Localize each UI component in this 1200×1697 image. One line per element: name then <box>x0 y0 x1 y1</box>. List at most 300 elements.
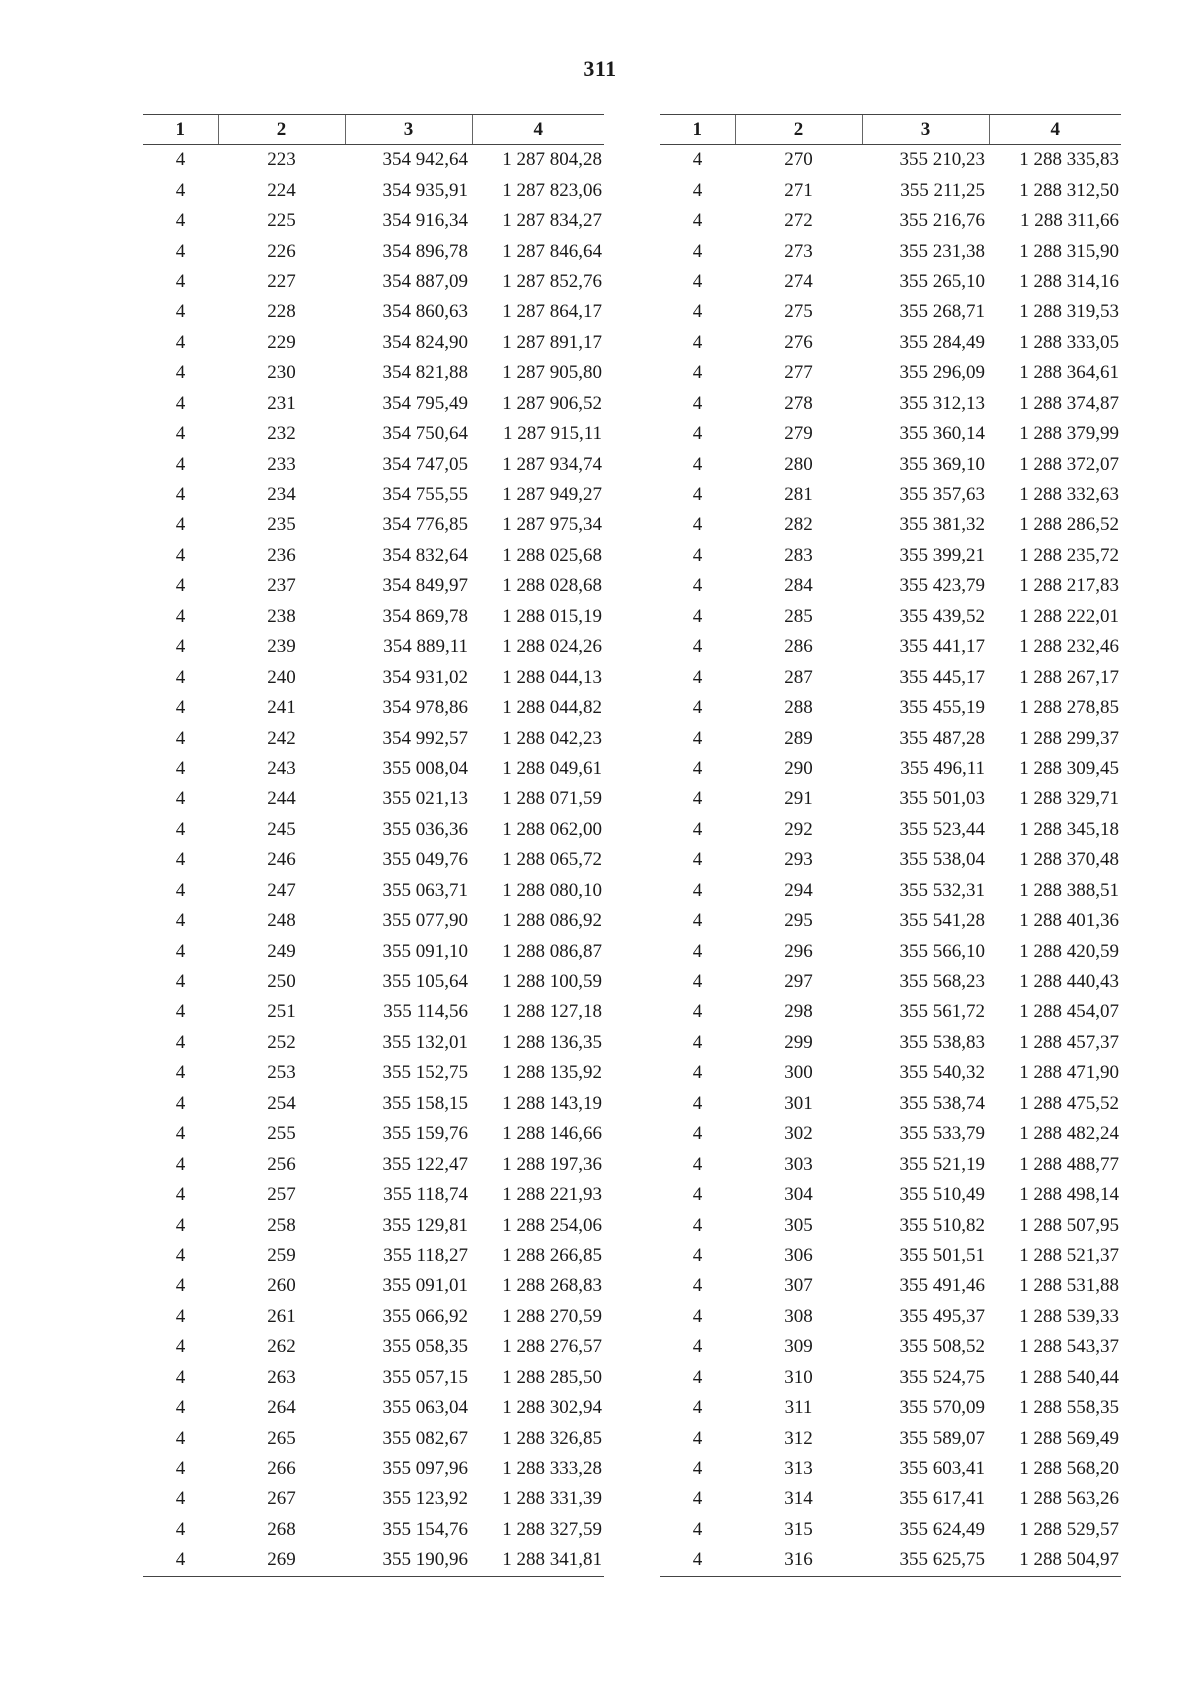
table-cell-col4: 1 288 302,94 <box>502 1397 602 1419</box>
table-cell-col3: 355 501,51 <box>899 1244 985 1266</box>
table-cell-col4: 1 288 197,36 <box>502 1153 602 1175</box>
table-cell-col3: 355 501,03 <box>899 788 985 810</box>
table-cell-col2: 268 <box>267 1518 296 1540</box>
table-cell-col4: 1 288 319,53 <box>1019 301 1119 323</box>
table-cell-col3: 354 916,34 <box>382 210 468 232</box>
table-cell-col1: 4 <box>175 940 186 962</box>
table-row <box>143 754 604 784</box>
table-cell-col1: 4 <box>175 849 186 871</box>
table-cell-col4: 1 288 372,07 <box>1019 453 1119 475</box>
table-cell-col3: 355 496,11 <box>900 757 985 779</box>
table-cell-col2: 254 <box>267 1092 296 1114</box>
table-cell-col2: 256 <box>267 1153 296 1175</box>
table-row <box>660 1028 1121 1058</box>
table-cell-col1: 4 <box>692 849 703 871</box>
table-row <box>660 876 1121 906</box>
table-cell-col4: 1 288 568,20 <box>1019 1458 1119 1480</box>
table-cell-col4: 1 288 100,59 <box>502 971 602 993</box>
table-cell-col3: 354 795,49 <box>382 392 468 414</box>
table-row <box>143 480 604 510</box>
table-cell-col2: 299 <box>784 1031 813 1053</box>
table-cell-col2: 230 <box>267 362 296 384</box>
table-cell-col2: 253 <box>267 1062 296 1084</box>
table-cell-col4: 1 288 345,18 <box>1019 818 1119 840</box>
table-cell-col4: 1 287 949,27 <box>502 484 602 506</box>
table-row <box>143 1454 604 1484</box>
table-cell-col4: 1 287 834,27 <box>502 210 602 232</box>
table-row <box>660 997 1121 1027</box>
table-cell-col4: 1 287 846,64 <box>502 240 602 262</box>
table-cell-col4: 1 287 905,80 <box>502 362 602 384</box>
table-cell-col4: 1 288 327,59 <box>502 1518 602 1540</box>
table-row <box>143 1515 604 1545</box>
table-row <box>143 541 604 571</box>
table-cell-col4: 1 288 364,61 <box>1019 362 1119 384</box>
table-cell-col2: 298 <box>784 1001 813 1023</box>
table-row <box>143 1058 604 1088</box>
table-cell-col1: 4 <box>692 240 703 262</box>
table-cell-col3: 354 887,09 <box>382 270 468 292</box>
column-header-4: 4 <box>472 115 604 145</box>
table-cell-col4: 1 288 379,99 <box>1019 423 1119 445</box>
table-row <box>143 723 604 753</box>
table-cell-col2: 277 <box>784 362 813 384</box>
table-row <box>660 419 1121 449</box>
table-row <box>660 541 1121 571</box>
table-cell-col2: 272 <box>784 210 813 232</box>
table-cell-col2: 292 <box>784 818 813 840</box>
table-cell-col3: 355 538,83 <box>899 1031 985 1053</box>
table-cell-col4: 1 288 388,51 <box>1019 879 1119 901</box>
table-cell-col1: 4 <box>692 210 703 232</box>
table-cell-col3: 355 510,49 <box>899 1184 985 1206</box>
table-cell-col3: 355 369,10 <box>899 453 985 475</box>
table-cell-col1: 4 <box>175 1366 186 1388</box>
table-cell-col4: 1 287 934,74 <box>502 453 602 475</box>
table-cell-col2: 285 <box>784 605 813 627</box>
table-row <box>660 1271 1121 1301</box>
table-cell-col3: 355 091,10 <box>382 940 468 962</box>
table-cell-col2: 306 <box>784 1244 813 1266</box>
table-row <box>660 602 1121 632</box>
table-row <box>143 1545 604 1576</box>
table-cell-col3: 355 097,96 <box>382 1458 468 1480</box>
table-cell-col4: 1 288 482,24 <box>1019 1123 1119 1145</box>
table-cell-col2: 223 <box>267 149 296 171</box>
table-cell-col3: 355 381,32 <box>899 514 985 536</box>
table-cell-col2: 316 <box>735 1545 862 1576</box>
table-cell-col3: 355 058,35 <box>382 1336 468 1358</box>
table-cell-col2: 244 <box>267 788 296 810</box>
table-cell-col4: 1 288 025,68 <box>502 544 602 566</box>
table-cell-col4: 1 288 299,37 <box>1019 727 1119 749</box>
table-cell-col2: 264 <box>267 1397 296 1419</box>
table-row <box>143 236 604 266</box>
table-row <box>143 845 604 875</box>
table-cell-col1: 4 <box>692 575 703 597</box>
table-row <box>143 876 604 906</box>
table-cell-col2: 232 <box>267 423 296 445</box>
table-cell-col2: 234 <box>267 484 296 506</box>
table-cell-col4: 1 288 285,50 <box>502 1366 602 1388</box>
table-row <box>660 906 1121 936</box>
table-cell-col1: 4 <box>175 301 186 323</box>
table-cell-col4: 1 288 558,35 <box>1019 1397 1119 1419</box>
table-cell-col2: 307 <box>784 1275 813 1297</box>
table-cell-col3: 355 312,13 <box>899 392 985 414</box>
table-cell-col2: 284 <box>784 575 813 597</box>
column-header-3: 3 <box>345 115 472 145</box>
table-cell-col1: 4 <box>692 757 703 779</box>
table-cell-col3: 355 265,10 <box>899 270 985 292</box>
table-cell-col3: 355 532,31 <box>899 879 985 901</box>
table-cell-col4: 1 288 135,92 <box>502 1062 602 1084</box>
table-row <box>660 1484 1121 1514</box>
table-cell-col2: 294 <box>784 879 813 901</box>
table-row <box>143 328 604 358</box>
table-cell-col2: 243 <box>267 757 296 779</box>
table-row <box>143 693 604 723</box>
table-cell-col2: 236 <box>267 544 296 566</box>
table-cell-col4: 1 288 065,72 <box>502 849 602 871</box>
table-cell-col2: 241 <box>267 697 296 719</box>
table-cell-col2: 229 <box>267 331 296 353</box>
table-cell-col4: 1 288 471,90 <box>1019 1062 1119 1084</box>
table-cell-col3: 355 216,76 <box>899 210 985 232</box>
table-cell-col3: 355 082,67 <box>382 1427 468 1449</box>
table-cell-col4: 1 288 314,16 <box>1019 270 1119 292</box>
table-cell-col1: 4 <box>175 484 186 506</box>
table-cell-col2: 274 <box>784 270 813 292</box>
table-cell-col3: 355 159,76 <box>382 1123 468 1145</box>
table-cell-col3: 355 538,74 <box>899 1092 985 1114</box>
table-row <box>143 1210 604 1240</box>
table-cell-col4: 1 288 127,18 <box>502 1001 602 1023</box>
table-cell-col2: 312 <box>784 1427 813 1449</box>
table-cell-col3: 355 284,49 <box>899 331 985 353</box>
table-cell-col4: 1 288 331,39 <box>502 1488 602 1510</box>
table-cell-col2: 245 <box>267 818 296 840</box>
table-cell-col1: 4 <box>692 788 703 810</box>
table-cell-col1: 4 <box>175 575 186 597</box>
table-cell-col1: 4 <box>692 1427 703 1449</box>
table-cell-col4: 1 288 521,37 <box>1019 1244 1119 1266</box>
table-row <box>143 936 604 966</box>
table-row <box>660 1332 1121 1362</box>
table-cell-col2: 300 <box>784 1062 813 1084</box>
table-row <box>143 997 604 1027</box>
table-cell-col3: 355 603,41 <box>899 1458 985 1480</box>
table-cell-col4: 1 288 504,97 <box>989 1545 1121 1576</box>
table-cell-col1: 4 <box>175 879 186 901</box>
table-cell-col2: 290 <box>784 757 813 779</box>
table-cell-col1: 4 <box>175 240 186 262</box>
table-cell-col3: 355 508,52 <box>899 1336 985 1358</box>
table-cell-col2: 263 <box>267 1366 296 1388</box>
table-row <box>660 236 1121 266</box>
table-cell-col4: 1 288 529,57 <box>1019 1518 1119 1540</box>
table-row <box>143 1241 604 1271</box>
table-row <box>143 1302 604 1332</box>
table-cell-col1: 4 <box>175 1031 186 1053</box>
table-cell-col1: 4 <box>692 1123 703 1145</box>
table-cell-col3: 355 495,37 <box>899 1305 985 1327</box>
table-cell-col4: 1 288 531,88 <box>1019 1275 1119 1297</box>
table-cell-col2: 288 <box>784 697 813 719</box>
table-cell-col1: 4 <box>692 879 703 901</box>
table-cell-col2: 303 <box>784 1153 813 1175</box>
table-cell-col3: 355 561,72 <box>899 1001 985 1023</box>
table-cell-col4: 1 288 312,50 <box>1019 179 1119 201</box>
table-cell-col2: 260 <box>267 1275 296 1297</box>
table-row <box>660 784 1121 814</box>
table-cell-col3: 355 091,01 <box>382 1275 468 1297</box>
table-cell-col1: 4 <box>175 453 186 475</box>
table-cell-col4: 1 288 563,26 <box>1019 1488 1119 1510</box>
table-body <box>143 145 604 1577</box>
table-row <box>660 723 1121 753</box>
table-cell-col3: 355 617,41 <box>899 1488 985 1510</box>
table-row <box>660 693 1121 723</box>
table-cell-col2: 280 <box>784 453 813 475</box>
table-cell-col4: 1 287 823,06 <box>502 179 602 201</box>
table-cell-col3: 355 057,15 <box>382 1366 468 1388</box>
table-cell-col4: 1 288 080,10 <box>502 879 602 901</box>
table-cell-col4: 1 288 569,49 <box>1019 1427 1119 1449</box>
table-cell-col2: 301 <box>784 1092 813 1114</box>
table-cell-col1: 4 <box>692 910 703 932</box>
table-cell-col3: 355 491,46 <box>899 1275 985 1297</box>
table-cell-col2: 276 <box>784 331 813 353</box>
table-cell-col1: 4 <box>175 392 186 414</box>
table-header <box>143 115 604 145</box>
table-cell-col3: 354 849,97 <box>382 575 468 597</box>
table-row <box>660 754 1121 784</box>
table-cell-col1: 4 <box>175 697 186 719</box>
table-row <box>660 815 1121 845</box>
table-row <box>660 1454 1121 1484</box>
table-row <box>660 571 1121 601</box>
table-cell-col4: 1 288 143,19 <box>502 1092 602 1114</box>
table-cell-col4: 1 288 015,19 <box>502 605 602 627</box>
table-cell-col3: 355 625,75 <box>862 1545 989 1576</box>
table-cell-col4: 1 288 315,90 <box>1019 240 1119 262</box>
table-cell-col2: 249 <box>267 940 296 962</box>
table-cell-col1: 4 <box>175 423 186 445</box>
table-cell-col1: 4 <box>175 818 186 840</box>
table-cell-col2: 309 <box>784 1336 813 1358</box>
table-cell-col4: 1 287 852,76 <box>502 270 602 292</box>
table-cell-col4: 1 287 864,17 <box>502 301 602 323</box>
table-cell-col4: 1 288 221,93 <box>502 1184 602 1206</box>
table-cell-col1: 4 <box>692 270 703 292</box>
table-cell-col2: 313 <box>784 1458 813 1480</box>
coordinates-table-right <box>660 114 1121 1577</box>
table-cell-col3: 355 510,82 <box>899 1214 985 1236</box>
table-cell-col4: 1 288 266,85 <box>502 1244 602 1266</box>
table-row <box>143 510 604 540</box>
table-cell-col4: 1 288 276,57 <box>502 1336 602 1358</box>
table-cell-col1: 4 <box>692 484 703 506</box>
table-cell-col3: 355 063,04 <box>382 1397 468 1419</box>
table-row <box>660 389 1121 419</box>
table-cell-col2: 233 <box>267 453 296 475</box>
table-cell-col1: 4 <box>175 1427 186 1449</box>
table-cell-col4: 1 288 278,85 <box>1019 697 1119 719</box>
table-cell-col4: 1 288 488,77 <box>1019 1153 1119 1175</box>
table-row <box>660 1210 1121 1240</box>
table-cell-col1: 4 <box>692 423 703 445</box>
table-cell-col4: 1 288 232,46 <box>1019 636 1119 658</box>
table-cell-col1: 4 <box>692 940 703 962</box>
table-cell-col2: 295 <box>784 910 813 932</box>
table-cell-col1: 4 <box>175 1397 186 1419</box>
table-cell-col3: 355 568,23 <box>899 971 985 993</box>
table-row <box>143 419 604 449</box>
table-cell-col2: 239 <box>267 636 296 658</box>
table-row <box>660 1302 1121 1332</box>
table-cell-col1: 4 <box>692 727 703 749</box>
table-cell-col2: 266 <box>267 1458 296 1480</box>
table-row <box>143 1423 604 1453</box>
table-cell-col1: 4 <box>692 636 703 658</box>
table-cell-col4: 1 288 329,71 <box>1019 788 1119 810</box>
table-cell-col1: 4 <box>692 149 703 171</box>
table-cell-col1: 4 <box>175 362 186 384</box>
table-cell-col1: 4 <box>692 1214 703 1236</box>
table-cell-col3: 355 036,36 <box>382 818 468 840</box>
table-cell-col4: 1 288 401,36 <box>1019 910 1119 932</box>
table-cell-col1: 4 <box>175 1518 186 1540</box>
table-cell-col4: 1 288 507,95 <box>1019 1214 1119 1236</box>
table-cell-col4: 1 287 891,17 <box>502 331 602 353</box>
table-cell-col4: 1 288 254,06 <box>502 1214 602 1236</box>
table-cell-col2: 242 <box>267 727 296 749</box>
table-cell-col1: 4 <box>692 1275 703 1297</box>
table-row <box>143 1332 604 1362</box>
table-row <box>660 967 1121 997</box>
table-cell-col2: 238 <box>267 605 296 627</box>
table-cell-col2: 257 <box>267 1184 296 1206</box>
table-cell-col4: 1 288 498,14 <box>1019 1184 1119 1206</box>
table-row <box>660 1363 1121 1393</box>
table-cell-col2: 261 <box>267 1305 296 1327</box>
table-row <box>143 175 604 205</box>
table-cell-col4: 1 288 333,05 <box>1019 331 1119 353</box>
table-cell-col3: 355 123,92 <box>382 1488 468 1510</box>
table-cell-col4: 1 288 326,85 <box>502 1427 602 1449</box>
table-cell-col4: 1 287 915,11 <box>502 423 602 445</box>
table-cell-col1: 4 <box>175 1244 186 1266</box>
table-row <box>143 1363 604 1393</box>
table-row <box>660 936 1121 966</box>
table-cell-col4: 1 288 440,43 <box>1019 971 1119 993</box>
table-cell-col2: 296 <box>784 940 813 962</box>
table-cell-col4: 1 288 311,66 <box>1019 210 1119 232</box>
table-cell-col4: 1 288 543,37 <box>1019 1336 1119 1358</box>
table-cell-col1: 4 <box>692 1518 703 1540</box>
table-row <box>143 145 604 176</box>
table-cell-col3: 355 158,15 <box>382 1092 468 1114</box>
table-row <box>143 1393 604 1423</box>
table-cell-col3: 355 441,17 <box>899 636 985 658</box>
table-cell-col3: 354 889,11 <box>383 636 468 658</box>
table-row <box>660 358 1121 388</box>
table-row <box>143 1180 604 1210</box>
table-cell-col3: 355 540,32 <box>899 1062 985 1084</box>
table-cell-col1: 4 <box>692 1488 703 1510</box>
table-cell-col2: 225 <box>267 210 296 232</box>
table-row <box>143 449 604 479</box>
table-cell-col1: 4 <box>175 1458 186 1480</box>
table-cell-col1: 4 <box>692 1001 703 1023</box>
table-cell-col3: 355 105,64 <box>382 971 468 993</box>
table-cell-col1: 4 <box>143 1545 218 1576</box>
table-row <box>660 297 1121 327</box>
table-cell-col2: 246 <box>267 849 296 871</box>
table-cell-col1: 4 <box>175 757 186 779</box>
table-cell-col3: 354 931,02 <box>382 666 468 688</box>
table-cell-col4: 1 287 906,52 <box>502 392 602 414</box>
table-row <box>143 1271 604 1301</box>
table-cell-col2: 270 <box>784 149 813 171</box>
table-cell-col3: 354 747,05 <box>382 453 468 475</box>
table-cell-col4: 1 288 475,52 <box>1019 1092 1119 1114</box>
table-cell-col2: 305 <box>784 1214 813 1236</box>
table-row <box>660 662 1121 692</box>
table-cell-col3: 355 524,75 <box>899 1366 985 1388</box>
table-row <box>660 510 1121 540</box>
table-cell-col3: 355 066,92 <box>382 1305 468 1327</box>
table-row <box>660 267 1121 297</box>
table-cell-col1: 4 <box>692 1244 703 1266</box>
table-cell-col3: 355 077,90 <box>382 910 468 932</box>
table-cell-col3: 355 360,14 <box>899 423 985 445</box>
table-cell-col4: 1 288 086,87 <box>502 940 602 962</box>
table-cell-col1: 4 <box>692 1366 703 1388</box>
table-cell-col1: 4 <box>175 605 186 627</box>
table-row <box>143 632 604 662</box>
table-cell-col4: 1 288 146,66 <box>502 1123 602 1145</box>
table-cell-col1: 4 <box>692 179 703 201</box>
table-row <box>143 358 604 388</box>
table-cell-col1: 4 <box>692 362 703 384</box>
table-cell-col2: 311 <box>784 1397 813 1419</box>
table-cell-col3: 354 978,86 <box>382 697 468 719</box>
table-cell-col2: 231 <box>267 392 296 414</box>
table-cell-col3: 355 268,71 <box>899 301 985 323</box>
table-cell-col2: 228 <box>267 301 296 323</box>
table-cell-col2: 235 <box>267 514 296 536</box>
table-cell-col4: 1 288 374,87 <box>1019 392 1119 414</box>
table-cell-col2: 275 <box>784 301 813 323</box>
table-cell-col2: 287 <box>784 666 813 688</box>
table-row <box>143 1028 604 1058</box>
table-cell-col1: 4 <box>175 1123 186 1145</box>
table-cell-col4: 1 288 333,28 <box>502 1458 602 1480</box>
table-cell-col3: 355 008,04 <box>382 757 468 779</box>
table-cell-col3: 354 824,90 <box>382 331 468 353</box>
column-header-2: 2 <box>735 115 862 145</box>
table-cell-col2: 315 <box>784 1518 813 1540</box>
table-cell-col3: 354 896,78 <box>382 240 468 262</box>
table-cell-col3: 355 129,81 <box>382 1214 468 1236</box>
table-cell-col2: 255 <box>267 1123 296 1145</box>
table-cell-col3: 355 152,75 <box>382 1062 468 1084</box>
table-cell-col1: 4 <box>692 1184 703 1206</box>
table-row <box>660 1423 1121 1453</box>
table-cell-col3: 355 118,27 <box>383 1244 468 1266</box>
